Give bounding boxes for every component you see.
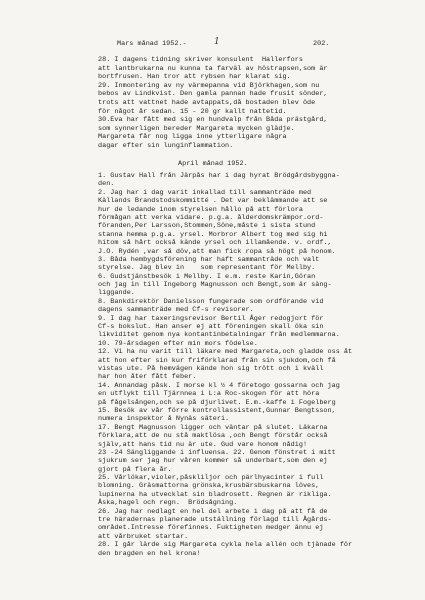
text-line: gjort på flera år.: [98, 465, 172, 474]
text-line: förklara,att de nu stå maktlösa ,och Bengt förstår också: [98, 432, 328, 441]
text-line: 14. Annandag påsk. I morse kl ½ 4 företogo gossarna och jag: [98, 381, 340, 390]
text-line: vistas ute. På hemvägen kände hon sig trött och i kväll: [98, 364, 324, 373]
text-line: dagar efter sin lunginflammation.: [98, 141, 234, 150]
text-line: Källands Brandstodskommitté . Det var beklämmande att se: [98, 197, 328, 206]
march-entries: [98, 56, 368, 151]
page-number: 202.: [313, 40, 330, 48]
text-line: trots att vattnet hade avtappats,då bostaden blev öde: [98, 98, 316, 107]
text-line: tre häradernas planerade utställning förlagd till Ågårds-: [98, 516, 332, 525]
text-line: att lantbrukarna nu kunna ta farväl av höstrapsen,som är: [98, 64, 328, 73]
text-line: sjukrum ser jag hur våren kommer så underbart,som den ej: [98, 457, 328, 466]
text-line: själv,att hans tid nu är ute. Gud vare honom nådig!: [98, 440, 308, 449]
text-line: 26. Jag har nedlagt en hel del arbete i dag på att få de: [98, 507, 328, 516]
text-line: att vårbruket startar.: [98, 532, 189, 541]
text-line: 29. Inmontering av ny värmepanna vid Björkhagen,som nu: [98, 81, 320, 90]
text-line: bebos av Lindkvist. Den gamla pannan hade frusit sönder,: [98, 90, 328, 99]
text-line: 28. I dagens tidning skriver konsulent Hallerfors: [98, 56, 303, 64]
text-line: Cf-s bokslut. Han anser ej att föreningen skall öka sin: [98, 323, 324, 332]
text-line: liggande.: [98, 289, 135, 298]
text-line: den.: [98, 180, 115, 189]
text-line: förmågan att verka vidare. p.g.a. ålderdomskrämpor.ord-: [98, 213, 324, 222]
text-line: att hon efter sin kur friförklarad från sin sjukdom,och få: [98, 356, 336, 365]
text-line: 23 -24 Sängliggande i influensa. 22. Genom fönstret i mitt: [98, 448, 336, 457]
month-heading-march: Mars månad 1952.-: [117, 40, 187, 48]
text-line: har hon åter fått feber.: [98, 373, 197, 382]
text-line: numera inspektor å Nynäs säteri.: [98, 415, 230, 424]
text-line: 30.Eva har fått med sig en hundvalp från Båda prästgård,: [98, 116, 328, 125]
text-line: 2. Jag har i dag varit inkallad till sammanträde med: [98, 188, 312, 197]
text-line: 9. I dag har taxeringsrevisor Bertil Åger redogjort för: [98, 314, 324, 323]
text-line: dagens sammanträde med Cf-s revisorer.: [98, 306, 254, 315]
text-line: för något år sedan. 15 - 20 gr kallt nattetid.: [98, 107, 287, 116]
text-line: som synnerligen bereder Margareta mycken glädje.: [98, 124, 295, 133]
april-entries: [98, 172, 368, 558]
text-line: 8. Bankdirektör Danielsson fungerade som ordförande vid: [98, 297, 324, 306]
text-line: och jag in till Ingeborg Magnusson och Bengt,som är säng-: [98, 281, 332, 290]
text-line: Åska,hagel och regn. Brödsågning.: [98, 499, 238, 508]
text-line: 6. Gudstjänstbesök i Mellby. I e.m. reste Karin,Göran: [98, 272, 316, 281]
text-line: den bragden en hel krona!: [98, 549, 201, 558]
text-line: J.O. Rydén ,var så döv,att man fick ropa så högt på honom.: [98, 247, 336, 256]
handwritten-marker: 1: [214, 37, 220, 47]
text-line: 17. Bengt Magnusson ligger och väntar på slutet. Läkarna: [98, 423, 328, 432]
text-line: 25. Vårlökar,violer,påskliljor och pärlhyacinter i full: [98, 474, 324, 483]
text-line: blomning. Gräsmattorna grönska,krusbärsbuskarna löves,: [98, 482, 320, 491]
text-line: Margareta får nog ligga inne ytterligare några: [98, 133, 287, 142]
text-line: 15. Besök av vår förre kontrollassistent,Gunnar Bengtsson,: [98, 406, 336, 415]
text-line: lupinerna ha utvecklat sin bladrosett. Regnen är rikliga.: [98, 490, 332, 499]
month-heading-april: April månad 1952.: [178, 160, 248, 168]
text-line: föranden,Per Larsson,Stommen,Söne,måste i sista stund: [98, 222, 316, 231]
text-line: 1. Gustav Hall från Järpås har i dag hyrat Brödgårdsbyggna-: [98, 172, 340, 180]
text-line: området.Intresse förefinnes. Fuktigheten medger ännu ej: [98, 524, 324, 533]
text-line: 10. 79-årsdagen efter min mors födelse.: [98, 339, 258, 348]
text-line: stanna hemma p.g.a. yrsel. Morbror Albert tog med sig hi: [98, 230, 328, 239]
text-line: bortfrusen. Han tror att rybsen har klarat sig.: [98, 73, 291, 82]
text-line: likviditet genom nya kontantinbetalningar från medlemmarna.: [98, 331, 340, 340]
text-line: 28. I går lärde sig Margareta cykla hela allén och tjänade för: [98, 541, 353, 550]
text-line: 3. Båda hembygdsförening har haft sammanträde och valt: [98, 255, 320, 264]
text-line: 12. Vi ha nu varit till läkare med Margareta,och gladde oss åt: [98, 348, 353, 357]
text-line: hitom så hårt också kände yrsel och illamående. v. ordf.,: [98, 239, 332, 248]
text-line: styrelse. Jag blev in som representant för Mellby.: [98, 264, 316, 273]
text-line: på fågelsången,och se på djurlivet. E.m.-kaffe i Fogelberg: [98, 398, 336, 407]
text-line: en utflykt till Tjärnnea i L:a Roc-skogen för att höra: [98, 390, 320, 399]
text-line: hur de ledande inom styrelsen hållo på att förlora: [98, 205, 303, 214]
